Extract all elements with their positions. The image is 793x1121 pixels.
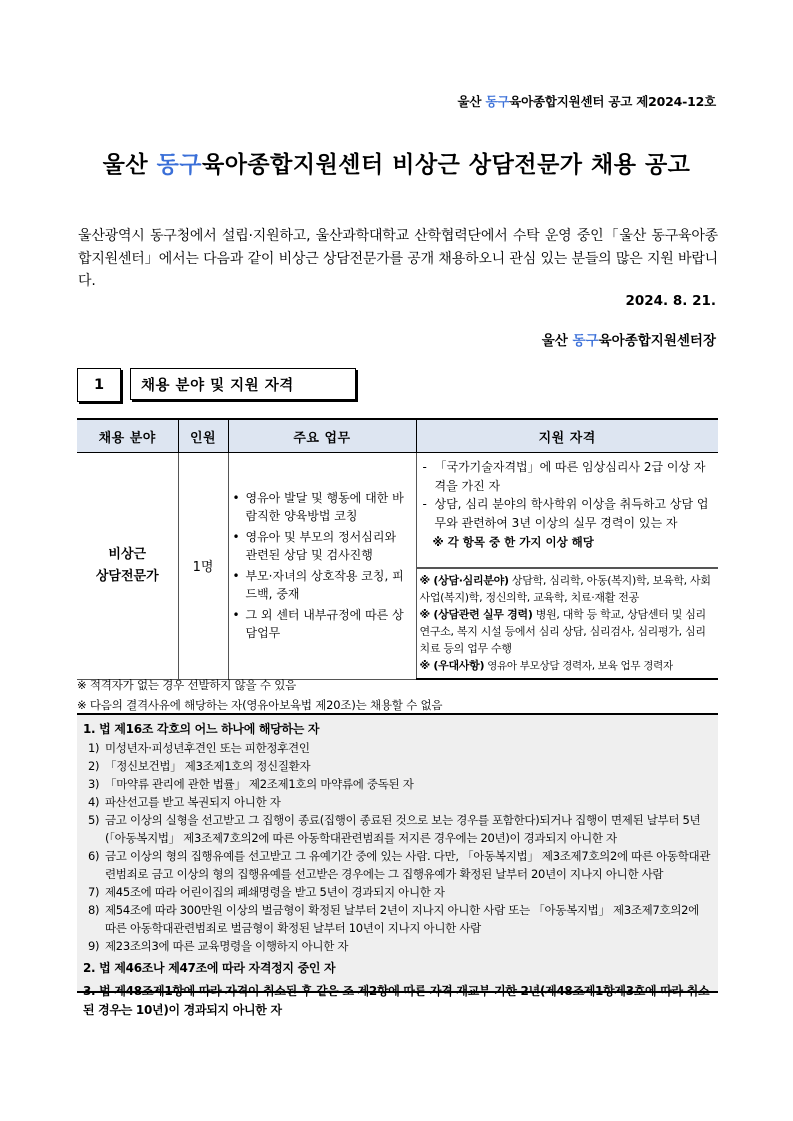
duties-list (229, 489, 416, 643)
duties-cell (228, 453, 416, 680)
field-line-1: 비상근 (108, 546, 147, 562)
bullet: • (232, 490, 240, 505)
disqualification-subitem (83, 757, 712, 775)
duty-item (233, 606, 410, 643)
qualifications-list (417, 453, 719, 557)
section-title: 채용 분야 및 지원 자격 (130, 368, 356, 400)
title-highlight: 동구 (156, 152, 202, 178)
major-label: ※ (상담·심리분야) (419, 574, 509, 587)
table-header-row (77, 419, 718, 453)
subitem-text: 「마약류 관리에 관한 법률」 제2조제1호의 마약류에 중독된 자 (105, 777, 414, 791)
subitem-text: 금고 이상의 실형을 선고받고 그 집행이 종료(집행이 종료된 것으로 보는 경우를 포함한다)되거나 집행이 면제된 날부터 5년(「아동복지법」 제3조제7호의2에 따른 아동학대관련범죄를 저지른 경우에는 20년)이 경과되지 아니한 자 (105, 813, 701, 845)
qualification-text: 「국가기술자격법」에 따른 임상심리사 2급 이상 자격을 가진 자 (434, 460, 706, 493)
duty-text: 그 외 센터 내부규정에 따른 상담업무 (245, 607, 404, 641)
doc-no-prefix: 울산 (457, 94, 486, 109)
career-detail (420, 606, 715, 657)
subitem-text: 파산선고를 받고 복권되지 아니한 자 (105, 795, 281, 809)
header-qualifications: 지원 자격 (416, 419, 718, 453)
document-number (458, 92, 716, 110)
subitem-text: 제45조에 따라 어린이집의 폐쇄명령을 받고 5년이 경과되지 아니한 자 (105, 885, 445, 899)
disqualification-subitem (83, 883, 712, 901)
note-disqualification: ※ 다음의 결격사유에 해당하는 자(영유아보육법 제20조)는 채용할 수 없음 (77, 698, 443, 712)
preference-detail (420, 657, 715, 675)
subitem-text: 제23조의3에 따른 교육명령을 이행하지 아니한 자 (105, 939, 349, 953)
count-cell: 1명 (178, 453, 228, 680)
header-count: 인원 (178, 419, 228, 453)
duty-item (233, 567, 410, 604)
intro-paragraph: 울산광역시 동구청에서 설립·지원하고, 울산과학대학교 산학협력단에서 수탁 운영 중인「울산 동구육아종합지원센터」에서는 다음과 같이 비상근 상담전문가를 공개 채용하오니 관심 있는 분들의 많은 지원 바랍니다. (78, 228, 718, 289)
duty-item (233, 528, 410, 565)
subitem-number: 7) (88, 885, 100, 899)
qualification-details (417, 568, 719, 678)
disqualification-item-2: 2. 법 제46조나 제47조에 따라 자격정지 중인 자 (83, 961, 336, 975)
disqualification-box (77, 713, 718, 1017)
disqualification-subitem (83, 775, 712, 793)
subitem-text: 제54조에 따라 300만원 이상의 벌금형이 확정된 날부터 2년이 지나지 아니한 사람 또는 「아동복지법」 제3조제7호의2에 따른 아동학대관련범죄로 벌금형이 확정된 날부터 10년이 지나지 아니한 사람 (105, 903, 699, 935)
subitem-text: 금고 이상의 형의 집행유예를 선고받고 그 유예기간 중에 있는 사람. 다만, 「아동복지법」 제3조제7호의2에 따른 아동학대관련범죄로 금고 이상의 형의 집행유예를 선고받은 경우에는 그 집행유예가 확정된 날부터 20년이 지나지 아니한 사람 (105, 849, 711, 881)
disqualification-subitem (83, 739, 712, 757)
announcement-date: 2024. 8. 21. (625, 293, 716, 309)
doc-no-highlight: 동구 (485, 94, 510, 109)
signer-suffix: 육아종합지원센터장 (598, 333, 716, 349)
disqualification-subitem (83, 901, 712, 937)
qualification-note: ※ 각 항목 중 한 가지 이상 해당 (432, 535, 594, 549)
career-label: ※ (상담관련 실무 경력) (419, 608, 533, 621)
preference-text: 영유아 부모상담 경력자, 보육 업무 경력자 (484, 660, 673, 672)
header-duties: 주요 업무 (228, 419, 416, 453)
career-text: 병원, 대학 등 학교, 상담센터 및 심리 연구소, 복지 시설 등에서 심리 상담, 심리검사, 심리평가, 심리치료 등의 업무 수행 (419, 608, 706, 655)
note-no-qualified: ※ 적격자가 없는 경우 선발하지 않을 수 있음 (77, 678, 297, 692)
header-field: 채용 분야 (77, 419, 178, 453)
major-text: 상담학, 심리학, 아동(복지)학, 보육학, 사회사업(복지)학, 정신의학, 교육학, 치료·재활 전공 (419, 574, 711, 604)
preference-label: ※ (우대사항) (419, 659, 485, 672)
disqualification-item-3: 3. 법 제48조제1항에 따라 자격이 취소된 후 같은 조 제2항에 따른 자격 재교부 기한 2년(제48조제1항제3호에 따라 취소된 경우는 10년)이 경과되지 아니한 자 (83, 984, 710, 1017)
qualification-item (423, 495, 713, 532)
subitem-number: 4) (88, 795, 100, 809)
recruitment-table (77, 418, 718, 680)
bullet: • (232, 568, 240, 583)
duty-text: 영유아 및 부모의 정서심리와 관련된 상담 및 검사진행 (245, 529, 397, 563)
subitem-text: 미성년자·피성년후견인 또는 피한정후견인 (105, 741, 310, 755)
subitem-number: 1) (88, 741, 100, 755)
doc-no-suffix: 육아종합지원센터 공고 제2024-12호 (509, 94, 716, 109)
disqualification-subitem (83, 937, 712, 955)
duty-text: 부모·자녀의 상호작용 코칭, 피드백, 중재 (245, 568, 404, 602)
disqualification-item-1: 1. 법 제16조 각호의 어느 하나에 해당하는 자 (83, 722, 320, 736)
subitem-number: 3) (88, 777, 100, 791)
qualification-details-cell (416, 568, 718, 680)
subitem-number: 8) (88, 903, 100, 917)
subitem-number: 5) (88, 813, 100, 827)
signer (542, 329, 716, 349)
qualification-item (423, 458, 713, 495)
disqualification-subitem (83, 811, 712, 847)
qualifications-cell (416, 453, 718, 568)
subitem-number: 9) (88, 939, 100, 953)
page-title (0, 146, 793, 179)
disqualification-subitem (83, 793, 712, 811)
duty-item (233, 489, 410, 526)
subitem-number: 6) (88, 849, 100, 863)
field-cell (77, 453, 178, 680)
disqualification-subitem (83, 847, 712, 883)
bullet: • (232, 529, 240, 544)
signer-highlight: 동구 (572, 333, 599, 349)
subitem-text: 「정신보건법」 제3조제1호의 정신질환자 (105, 759, 311, 773)
field-line-2: 상담전문가 (95, 568, 159, 584)
section-number: 1 (77, 368, 121, 402)
dash: - (422, 460, 427, 474)
title-prefix: 울산 (102, 152, 157, 178)
signer-prefix: 울산 (541, 333, 573, 349)
bullet: • (232, 607, 240, 622)
table-row (77, 453, 718, 568)
dash: - (422, 497, 427, 511)
title-suffix: 육아종합지원센터 비상근 상담전문가 채용 공고 (202, 152, 691, 178)
major-detail (420, 572, 715, 606)
duty-text: 영유아 발달 및 행동에 대한 바람직한 양육방법 코칭 (245, 490, 404, 524)
qualification-text: 상담, 심리 분야의 학사학위 이상을 취득하고 상담 업무와 관련하여 3년 이상의 실무 경력이 있는 자 (434, 497, 709, 530)
subitem-number: 2) (88, 759, 100, 773)
